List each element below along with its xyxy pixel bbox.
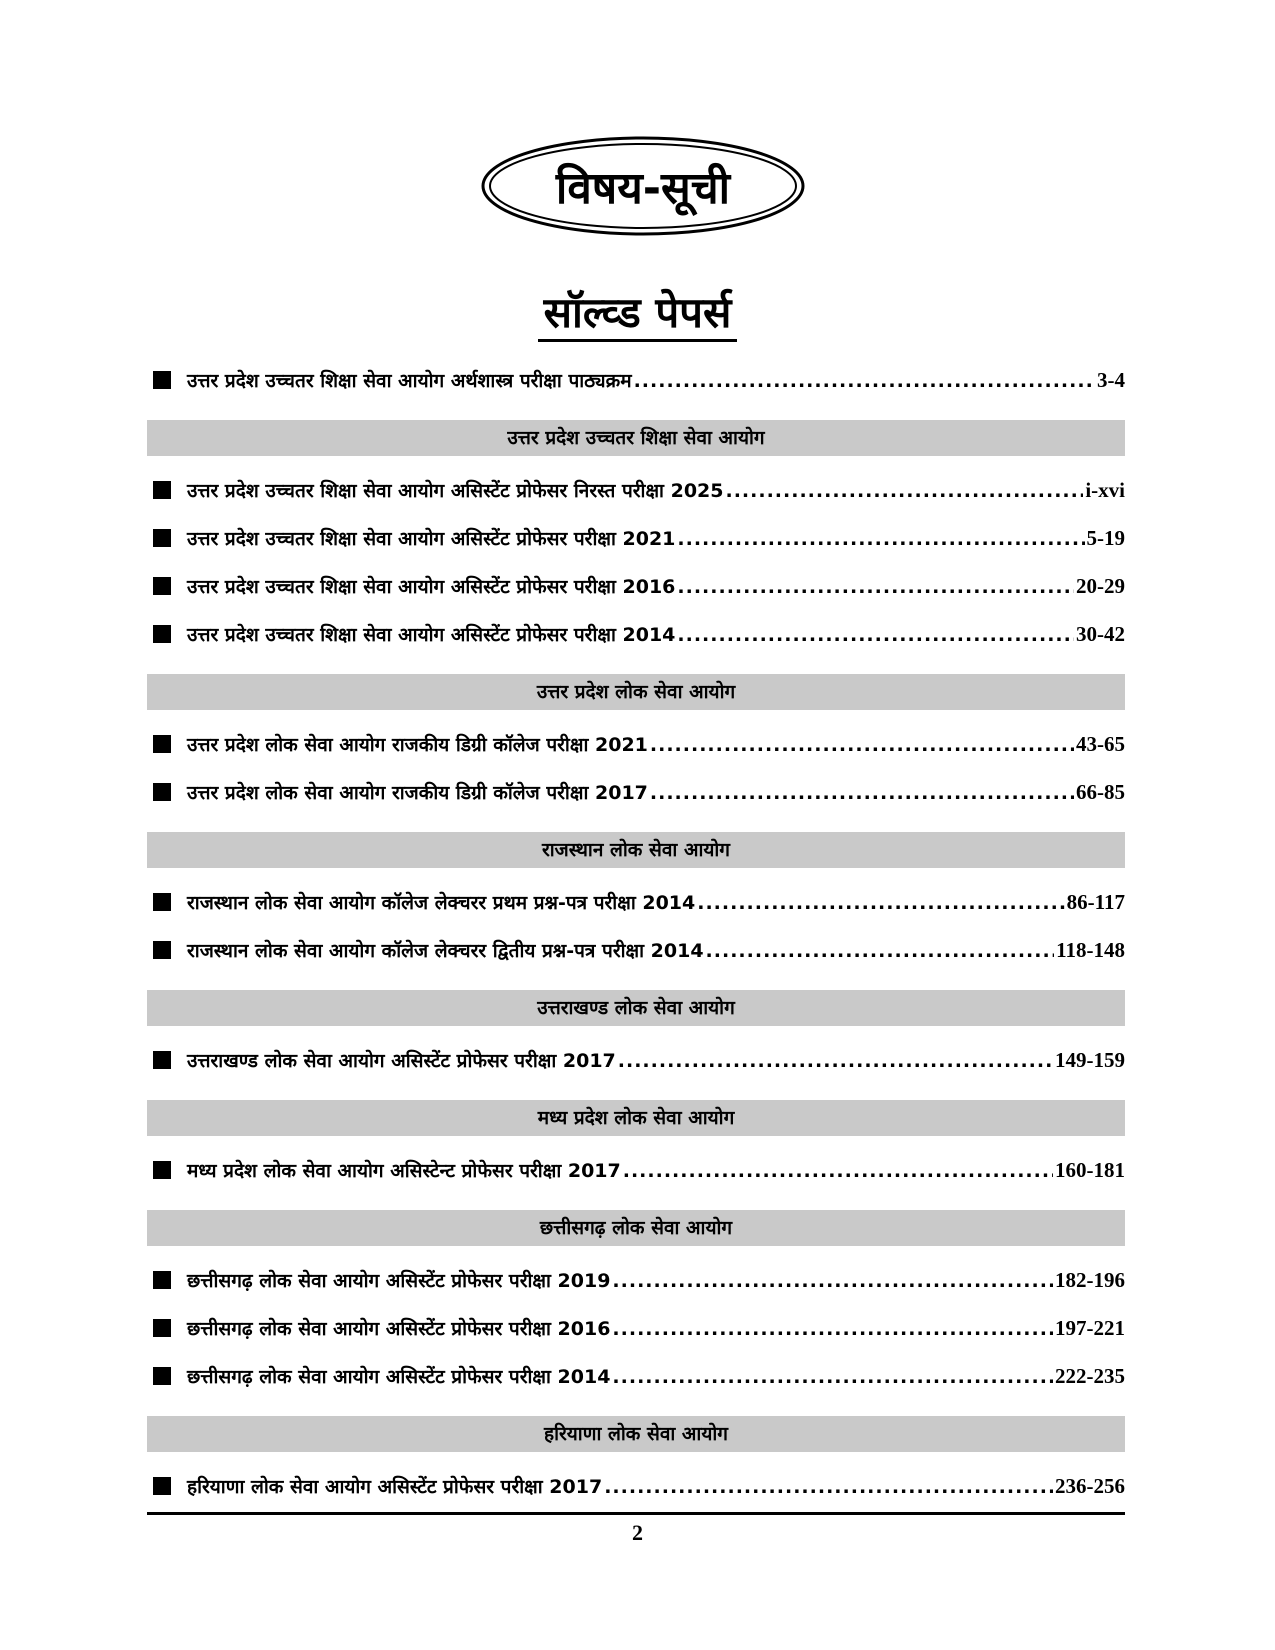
- toc-entry-label: छत्तीसगढ़ लोक सेवा आयोग असिस्टेंट प्रोफेसर परीक्षा 2019: [187, 1270, 611, 1292]
- square-bullet-icon: [153, 1477, 171, 1495]
- toc-entry[interactable]: [147, 1036, 1125, 1084]
- toc-entry-pages: 160-181: [1055, 1158, 1125, 1182]
- toc-entry[interactable]: [147, 466, 1125, 514]
- square-bullet-icon: [153, 783, 171, 801]
- dot-leader: [623, 1147, 1053, 1195]
- dot-leader: [677, 515, 1084, 563]
- toc-entry-pages: 3-4: [1097, 368, 1125, 392]
- toc-entry-label: छत्तीसगढ़ लोक सेवा आयोग असिस्टेंट प्रोफेसर परीक्षा 2014: [187, 1366, 611, 1388]
- toc-entry[interactable]: [147, 562, 1125, 610]
- toc-entry[interactable]: [147, 926, 1125, 974]
- toc-entry[interactable]: [147, 1304, 1125, 1352]
- toc-entry-pages: 149-159: [1055, 1048, 1125, 1072]
- square-bullet-icon: [153, 481, 171, 499]
- square-bullet-icon: [153, 1161, 171, 1179]
- dot-leader: [677, 611, 1074, 659]
- toc-entry[interactable]: [147, 768, 1125, 816]
- dot-leader: [650, 769, 1074, 817]
- square-bullet-icon: [153, 941, 171, 959]
- section-band: छत्तीसगढ़ लोक सेवा आयोग: [147, 1210, 1125, 1246]
- toc-entry[interactable]: [147, 514, 1125, 562]
- toc-entry-label: उत्तर प्रदेश उच्चतर शिक्षा सेवा आयोग अर्थशास्त्र परीक्षा पाठ्यक्रम: [187, 370, 632, 392]
- toc-entry[interactable]: [147, 356, 1125, 404]
- toc-entry[interactable]: [147, 720, 1125, 768]
- square-bullet-icon: [153, 529, 171, 547]
- toc-entry-pages: 182-196: [1055, 1268, 1125, 1292]
- square-bullet-icon: [153, 1319, 171, 1337]
- toc-entry-label: उत्तर प्रदेश लोक सेवा आयोग राजकीय डिग्री कॉलेज परीक्षा 2021: [187, 734, 648, 756]
- dot-leader: [725, 467, 1083, 515]
- toc-entry-label: उत्तर प्रदेश उच्चतर शिक्षा सेवा आयोग असिस्टेंट प्रोफेसर परीक्षा 2016: [187, 576, 676, 598]
- square-bullet-icon: [153, 371, 171, 389]
- toc-entry-pages: 86-117: [1066, 890, 1125, 914]
- toc-entry-label: उत्तर प्रदेश उच्चतर शिक्षा सेवा आयोग असिस्टेंट प्रोफेसर परीक्षा 2021: [187, 528, 676, 550]
- toc-entry-label: छत्तीसगढ़ लोक सेवा आयोग असिस्टेंट प्रोफेसर परीक्षा 2016: [187, 1318, 611, 1340]
- toc-entry[interactable]: [147, 1352, 1125, 1400]
- square-bullet-icon: [153, 625, 171, 643]
- dot-leader: [604, 1463, 1053, 1511]
- footer-rule: [147, 1512, 1125, 1515]
- toc-entry-pages: 43-65: [1076, 732, 1125, 756]
- toc-entry-label: उत्तर प्रदेश उच्चतर शिक्षा सेवा आयोग असिस्टेंट प्रोफेसर परीक्षा 2014: [187, 624, 676, 646]
- title-oval: [478, 132, 808, 240]
- dot-leader: [612, 1305, 1053, 1353]
- section-band: हरियाणा लोक सेवा आयोग: [147, 1416, 1125, 1452]
- square-bullet-icon: [153, 893, 171, 911]
- toc-entry-label: मध्य प्रदेश लोक सेवा आयोग असिस्टेन्ट प्रोफेसर परीक्षा 2017: [187, 1160, 621, 1182]
- square-bullet-icon: [153, 735, 171, 753]
- section-band: उत्तराखण्ड लोक सेवा आयोग: [147, 990, 1125, 1026]
- toc-entry[interactable]: [147, 1146, 1125, 1194]
- toc-entry[interactable]: [147, 610, 1125, 658]
- toc-entry-label: उत्तर प्रदेश उच्चतर शिक्षा सेवा आयोग असिस्टेंट प्रोफेसर निरस्त परीक्षा 2025: [187, 480, 724, 502]
- toc-entry-label: राजस्थान लोक सेवा आयोग कॉलेज लेक्चरर द्वितीय प्रश्न-पत्र परीक्षा 2014: [187, 940, 704, 962]
- toc-entry[interactable]: [147, 1256, 1125, 1304]
- section-heading: [0, 283, 1275, 340]
- toc-entry-label: हरियाणा लोक सेवा आयोग असिस्टेंट प्रोफेसर परीक्षा 2017: [187, 1476, 603, 1498]
- dot-leader: [612, 1353, 1053, 1401]
- page-number: 2: [632, 1520, 643, 1545]
- dot-leader: [677, 563, 1074, 611]
- dot-leader: [706, 927, 1055, 975]
- toc-entry[interactable]: [147, 1462, 1125, 1510]
- table-of-contents: [147, 356, 1125, 1510]
- section-band: उत्तर प्रदेश उच्चतर शिक्षा सेवा आयोग: [147, 420, 1125, 456]
- dot-leader: [697, 879, 1064, 927]
- toc-entry-pages: 20-29: [1076, 574, 1125, 598]
- toc-entry-pages: 222-235: [1055, 1364, 1125, 1388]
- section-band: उत्तर प्रदेश लोक सेवा आयोग: [147, 674, 1125, 710]
- toc-entry-pages: 66-85: [1076, 780, 1125, 804]
- square-bullet-icon: [153, 1367, 171, 1385]
- dot-leader: [634, 357, 1095, 405]
- dot-leader: [650, 721, 1074, 769]
- toc-entry-pages: 5-19: [1086, 526, 1125, 550]
- square-bullet-icon: [153, 1271, 171, 1289]
- section-band: राजस्थान लोक सेवा आयोग: [147, 832, 1125, 868]
- toc-entry-label: उत्तराखण्ड लोक सेवा आयोग असिस्टेंट प्रोफेसर परीक्षा 2017: [187, 1050, 616, 1072]
- toc-entry-label: उत्तर प्रदेश लोक सेवा आयोग राजकीय डिग्री कॉलेज परीक्षा 2017: [187, 782, 648, 804]
- dot-leader: [612, 1257, 1053, 1305]
- toc-entry-pages: i-xvi: [1085, 478, 1125, 502]
- page-title: विषय-सूची: [555, 163, 731, 214]
- toc-entry-label: राजस्थान लोक सेवा आयोग कॉलेज लेक्चरर प्रथम प्रश्न-पत्र परीक्षा 2014: [187, 892, 696, 914]
- toc-entry-pages: 118-148: [1056, 938, 1125, 962]
- dot-leader: [618, 1037, 1053, 1085]
- toc-entry-pages: 30-42: [1076, 622, 1125, 646]
- section-heading-text: सॉल्व्ड पेपर्स: [538, 288, 738, 342]
- toc-entry-pages: 236-256: [1055, 1474, 1125, 1498]
- toc-entry-pages: 197-221: [1055, 1316, 1125, 1340]
- square-bullet-icon: [153, 577, 171, 595]
- toc-entry[interactable]: [147, 878, 1125, 926]
- square-bullet-icon: [153, 1051, 171, 1069]
- section-band: मध्य प्रदेश लोक सेवा आयोग: [147, 1100, 1125, 1136]
